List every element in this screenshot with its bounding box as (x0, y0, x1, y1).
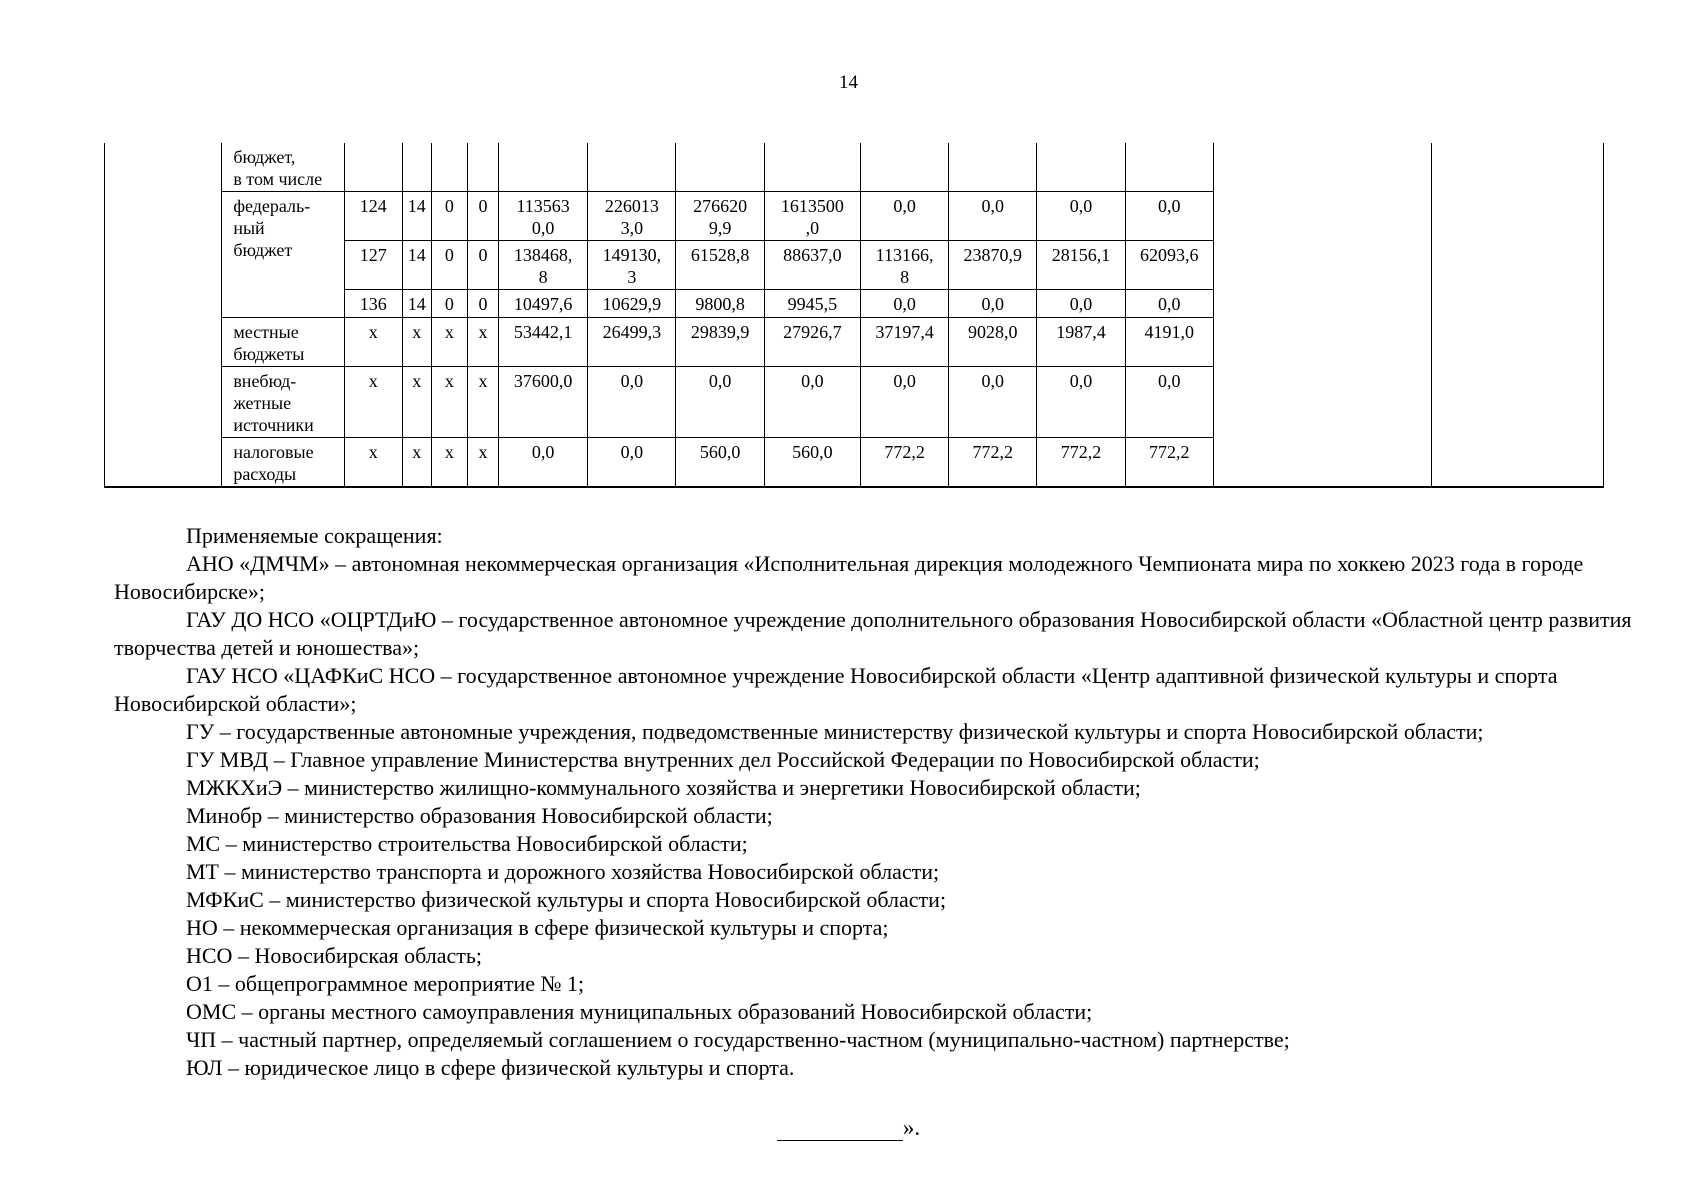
value-line: 9028,0 (968, 322, 1018, 342)
value-cell (860, 290, 948, 318)
code-cell: 14 (402, 241, 431, 290)
value-line: 0,0 (1158, 196, 1181, 216)
value-line: 26499,3 (602, 322, 662, 342)
abbreviation-item: МТ – министерство транспорта и дорожного хозяйства Новосибирской области; (186, 859, 940, 884)
value-line: 0,0 (893, 196, 916, 216)
empty-cell (344, 143, 402, 192)
value-cell (588, 290, 676, 318)
value-line: 113166, (875, 245, 934, 265)
value-cell (949, 367, 1037, 438)
value-line: 3,0 (620, 218, 644, 238)
value-cell (764, 192, 860, 241)
value-line: 113563 (516, 196, 570, 216)
signature-line (777, 1118, 903, 1141)
value-cell (499, 192, 588, 241)
code-cell: 136 (344, 290, 402, 318)
empty-cell (499, 143, 588, 192)
value-cell (1125, 241, 1213, 290)
value-line: 0,0 (893, 294, 916, 314)
value-cell (1125, 367, 1213, 438)
value-cell (1037, 290, 1125, 318)
value-cell (499, 318, 588, 367)
value-cell (588, 241, 676, 290)
empty-cell (402, 143, 431, 192)
abbreviation-item: НО – некоммерческая организация в сфере физической культуры и спорта; (186, 915, 889, 940)
abbreviation-item: ГАУ ДО НСО «ОЦРТДиЮ – государственное автономное учреждение дополнительного образования Новосибирской области «Областной центр развития творчества детей и юношества»; (114, 607, 1632, 660)
value-line: 0,0 (620, 371, 644, 391)
value-cell (949, 318, 1037, 367)
value-line: 23870,9 (963, 245, 1023, 265)
abbreviation-item: О1 – общепрограммное мероприятие № 1; (186, 971, 585, 996)
value-line: 0,0 (1158, 294, 1181, 314)
row-label-line: местные (233, 322, 299, 342)
code-cell: x (344, 438, 402, 488)
row-label-line: бюджеты (233, 344, 305, 364)
code-cell: x (431, 367, 467, 438)
value-cell (676, 318, 764, 367)
value-line: 0,0 (981, 294, 1005, 314)
value-line: 772,2 (972, 442, 1014, 462)
value-line: 772,2 (1149, 442, 1190, 462)
value-cell (676, 438, 764, 488)
abbreviation-item: ЮЛ – юридическое лицо в сфере физической культуры и спорта. (186, 1055, 795, 1080)
abbreviations-section (114, 522, 1654, 1082)
value-line: 27926,7 (783, 322, 842, 342)
empty-cell (1037, 143, 1125, 192)
code-cell: x (431, 438, 467, 488)
value-cell (676, 367, 764, 438)
code-cell: 0 (431, 241, 467, 290)
value-cell (1037, 192, 1125, 241)
value-cell (949, 290, 1037, 318)
code-cell: x (467, 367, 498, 438)
value-cell (676, 241, 764, 290)
code-cell: x (467, 318, 498, 367)
value-cell (949, 241, 1037, 290)
value-line: 0,0 (801, 371, 824, 391)
value-cell (588, 192, 676, 241)
code-cell: 0 (467, 290, 498, 318)
closing-mark (0, 1115, 1697, 1141)
closing-quote: ». (902, 1115, 921, 1140)
value-line: 28156,1 (1051, 245, 1111, 265)
value-line: 8 (900, 267, 910, 287)
empty-cell (676, 143, 764, 192)
federal-budget-label-line: бюджет (233, 240, 293, 260)
row-label-line: внебюд- (233, 371, 297, 391)
federal-budget-label-line: ный (233, 218, 265, 238)
abbreviation-item: МС – министерство строительства Новосибирской области; (186, 831, 748, 856)
value-cell (764, 318, 860, 367)
value-line: 138468, (513, 245, 573, 265)
left-margin-cell (105, 143, 222, 487)
value-cell (499, 290, 588, 318)
value-line: 62093,6 (1140, 245, 1199, 265)
value-line: 0,0 (531, 442, 555, 462)
value-line: 1613500 (780, 196, 844, 216)
value-cell (1125, 318, 1213, 367)
value-line: 9945,5 (787, 294, 838, 314)
abbreviation-item: ЧП – частный партнер, определяемый соглашением о государственно-частном (муниципально-частном) партнерстве; (186, 1027, 1290, 1052)
abbreviation-item: МЖКХиЭ – министерство жилищно-коммунального хозяйства и энергетики Новосибирской области; (186, 775, 1141, 800)
empty-cell (467, 143, 498, 192)
value-cell (499, 241, 588, 290)
value-line: 0,0 (981, 196, 1005, 216)
value-line: 37197,4 (875, 322, 934, 342)
row-label-line: жетные (233, 393, 292, 413)
value-cell (764, 367, 860, 438)
value-cell (588, 438, 676, 488)
row-label-line: расходы (233, 464, 297, 484)
value-line: 772,2 (884, 442, 925, 462)
abbreviation-item: Минобр – министерство образования Новосибирской области; (186, 803, 773, 828)
value-line: 9,9 (708, 218, 732, 238)
value-cell (860, 241, 948, 290)
code-cell: 14 (402, 290, 431, 318)
row-label-cell (222, 367, 344, 438)
value-cell (676, 192, 764, 241)
budget-label-cell (222, 143, 344, 192)
value-line: 8 (538, 267, 548, 287)
budget-label-line: бюджет, (233, 147, 296, 167)
abbreviation-item: ГАУ НСО «ЦАФКиС НСО – государственное автономное учреждение Новосибирской области «Центр адаптивной физической культуры и спорта Новосибирской области»; (114, 663, 1558, 716)
value-line: 10629,9 (602, 294, 662, 314)
value-line: 149130, (602, 245, 662, 265)
value-cell (949, 192, 1037, 241)
value-cell (588, 318, 676, 367)
value-line: 0,0 (981, 371, 1005, 391)
row-label-cell (222, 438, 344, 488)
abbreviation-item: ГУ – государственные автономные учреждения, подведомственные министерству физической культуры и спорта Новосибирской области; (186, 719, 1484, 744)
empty-cell (860, 143, 948, 192)
budget-label-line: в том числе (233, 169, 323, 189)
row-label-cell (222, 318, 344, 367)
federal-budget-label-cell (222, 192, 344, 318)
value-line: ,0 (805, 218, 820, 238)
continuation-row (105, 143, 1604, 192)
value-cell (764, 438, 860, 488)
value-line: 0,0 (893, 371, 916, 391)
abbreviation-item: ГУ МВД – Главное управление Министерства внутренних дел Российской Федерации по Новосибирской области; (186, 747, 1260, 772)
value-cell (1037, 438, 1125, 488)
value-cell (1125, 290, 1213, 318)
value-line: 37600,0 (513, 371, 573, 391)
value-cell (1125, 192, 1213, 241)
value-cell (499, 438, 588, 488)
value-cell (676, 290, 764, 318)
value-line: 0,0 (620, 442, 644, 462)
row-label-line: налоговые (233, 442, 314, 462)
value-cell (949, 438, 1037, 488)
value-line: 61528,8 (690, 245, 750, 265)
code-cell: x (431, 318, 467, 367)
empty-cell (764, 143, 860, 192)
code-cell: 124 (344, 192, 402, 241)
value-line: 88637,0 (783, 245, 842, 265)
value-line: 3 (627, 267, 637, 287)
empty-cell (431, 143, 467, 192)
abbreviation-item: АНО «ДМЧМ» – автономная некоммерческая организация «Исполнительная дирекция молодежного Чемпионата мира по хоккею 2023 года в городе Новосибирске»; (114, 551, 1584, 604)
value-cell (1037, 367, 1125, 438)
code-cell: 0 (431, 192, 467, 241)
value-line: 226013 (604, 196, 659, 216)
abbreviation-item: МФКиС – министерство физической культуры и спорта Новосибирской области; (186, 887, 947, 912)
code-cell: x (402, 438, 431, 488)
value-line: 0,0 (708, 371, 732, 391)
value-line: 10497,6 (513, 294, 573, 314)
code-cell: 0 (467, 192, 498, 241)
right-column-cell (1213, 143, 1432, 487)
value-cell (1125, 438, 1213, 488)
empty-cell (1125, 143, 1213, 192)
value-cell (764, 290, 860, 318)
value-cell (860, 318, 948, 367)
value-cell (1037, 241, 1125, 290)
value-line: 560,0 (699, 442, 741, 462)
value-cell (764, 241, 860, 290)
value-line: 0,0 (1158, 371, 1181, 391)
value-line: 29839,9 (690, 322, 750, 342)
budget-table (104, 143, 1604, 488)
right-column-cell (1432, 143, 1604, 487)
code-cell: 14 (402, 192, 431, 241)
abbreviations-heading: Применяемые сокращения: (186, 523, 443, 548)
empty-cell (949, 143, 1037, 192)
value-line: 276620 (693, 196, 748, 216)
value-line: 772,2 (1060, 442, 1102, 462)
value-cell (860, 367, 948, 438)
value-line: 560,0 (792, 442, 833, 462)
value-cell (499, 367, 588, 438)
code-cell: x (344, 367, 402, 438)
row-label-line: источники (233, 415, 314, 435)
value-line: 4191,0 (1144, 322, 1195, 342)
code-cell: 0 (431, 290, 467, 318)
empty-cell (588, 143, 676, 192)
abbreviations-list (114, 550, 1654, 1082)
abbreviation-item: ОМС – органы местного самоуправления муниципальных образований Новосибирской области; (186, 999, 1093, 1024)
code-cell: x (467, 438, 498, 488)
code-cell: 0 (467, 241, 498, 290)
value-line: 0,0 (1069, 371, 1093, 391)
value-cell (860, 192, 948, 241)
value-line: 53442,1 (513, 322, 573, 342)
code-cell: x (344, 318, 402, 367)
value-line: 0,0 (1069, 294, 1093, 314)
value-line: 1987,4 (1056, 322, 1106, 342)
page-number: 14 (839, 72, 858, 93)
code-cell: x (402, 367, 431, 438)
value-cell (588, 367, 676, 438)
value-line: 9800,8 (695, 294, 745, 314)
value-cell (1037, 318, 1125, 367)
code-cell: 127 (344, 241, 402, 290)
code-cell: x (402, 318, 431, 367)
value-line: 0,0 (1069, 196, 1093, 216)
value-line: 0,0 (531, 218, 555, 238)
federal-budget-label-line: федераль- (233, 196, 311, 216)
abbreviation-item: НСО – Новосибирская область; (186, 943, 483, 968)
value-cell (860, 438, 948, 488)
